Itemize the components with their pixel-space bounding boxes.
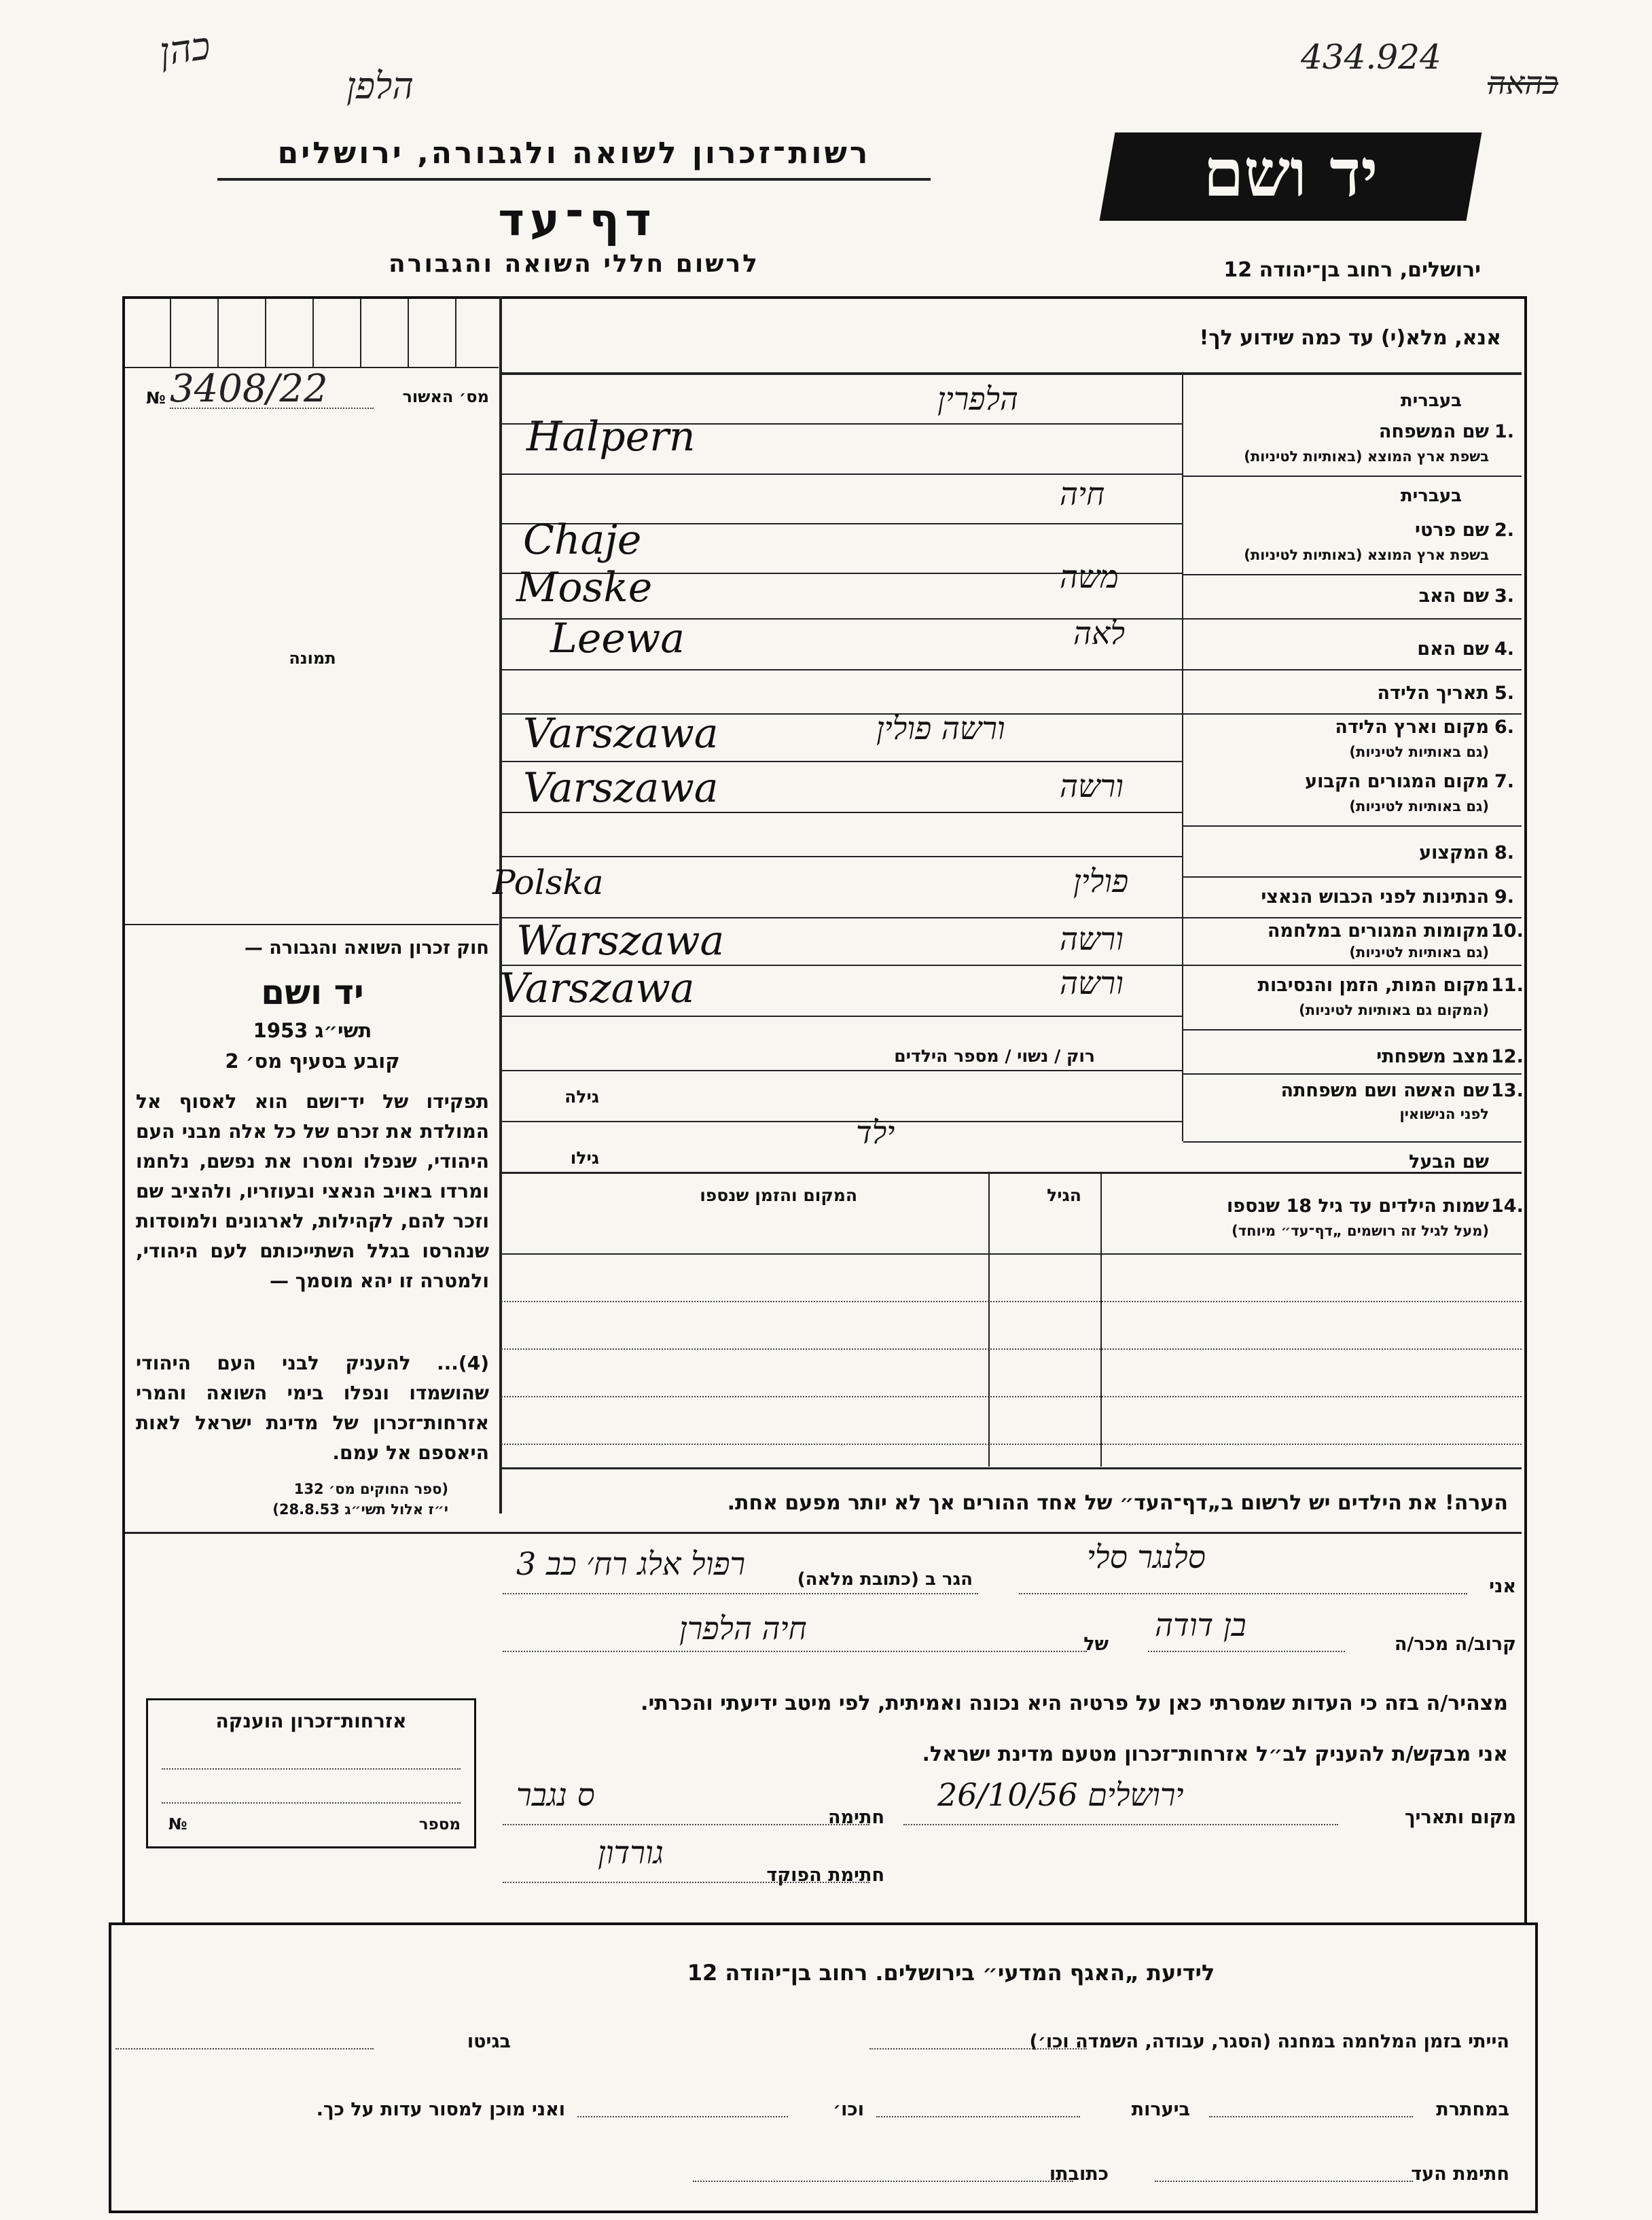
marital-options: רוק / נשוי / מספר הילדים bbox=[894, 1046, 1095, 1066]
field-11-sub: (המקום גם באותיות לטיניות) bbox=[1299, 1002, 1489, 1018]
wife-age-label: גילה bbox=[564, 1087, 599, 1107]
field-7-latin-answer: Varszawa bbox=[523, 764, 719, 812]
field-11-hebrew-answer: ורשה bbox=[1060, 965, 1124, 1001]
statement: מצהיר/ה בזה כי העדות שמסרתי כאן על פרטיה היא נכונה ואמיתית, לפי מיטב ידיעתי והכרתי. bbox=[641, 1691, 1508, 1715]
field-10-hebrew-answer: ורשה bbox=[1060, 920, 1124, 957]
form-title: דף־עד bbox=[498, 194, 657, 246]
field-2-sub: בשפת ארץ המוצא (באותיות לטיניות) bbox=[1244, 547, 1489, 563]
field-4-latin-answer: Leewa bbox=[550, 615, 685, 662]
law-clause: קובע בסעיף מס׳ 2 bbox=[225, 1050, 400, 1073]
law-title: חוק זכרון השואה והגבורה — bbox=[244, 937, 489, 959]
of-value: חיה הלפרן bbox=[679, 1610, 807, 1647]
footer-line3-b: כתובתו bbox=[1049, 2164, 1109, 2185]
i-value: סלנגר סלי bbox=[1087, 1539, 1206, 1575]
relative-label: קרוב/ה מכר/ה bbox=[1394, 1634, 1516, 1655]
footer-line3-a: חתימת העד bbox=[1411, 2164, 1509, 2185]
footer-line1-end: בגיטו bbox=[467, 2031, 511, 2052]
field-6-label: מקום וארץ הלידה bbox=[1335, 717, 1489, 738]
field-6-num: 6. bbox=[1494, 717, 1515, 738]
place-date-label: מקום ותאריך bbox=[1404, 1807, 1516, 1828]
field-12-num: 12. bbox=[1491, 1046, 1524, 1067]
law-name: יד ושם bbox=[261, 973, 364, 1012]
footer-line2-b: ביערות bbox=[1131, 2099, 1190, 2120]
law-text: תפקידו של יד־ושם הוא לאסוף אל המולדת את זכרם של כל אלה מבני העם היהודי, שנפלו ומסרו את נפשם, נלחמו ומרדו באויב הנאצי ובעוזריו, ולהציב שם וזכר להם, לקהילות, לארגונים ולמוסדות שנהרסו בגלל השתייכותם לעם היהודי, ולמטרה זו יהא מוסמך — bbox=[136, 1090, 489, 1292]
field-6-hebrew-answer: ורשה פולין bbox=[876, 710, 1005, 747]
signature-label: חתימה bbox=[827, 1807, 884, 1828]
field-1-latin-answer: Halpern bbox=[526, 413, 696, 461]
field-4-hebrew-answer: לאה bbox=[1073, 615, 1126, 651]
footer-line2-a: במחתרת bbox=[1436, 2099, 1509, 2120]
field-3-hebrew-answer: משה bbox=[1060, 558, 1119, 595]
field-7-label: מקום המגורים הקבוע bbox=[1305, 771, 1489, 792]
field-3-num: 3. bbox=[1494, 586, 1515, 607]
field-1-hebrew-answer: הלפרין bbox=[937, 380, 1018, 417]
field-3-latin-answer: Moske bbox=[516, 564, 653, 611]
field-2-latin-answer: Chaje bbox=[523, 516, 642, 564]
field-11-num: 11. bbox=[1491, 975, 1524, 996]
field-4-num: 4. bbox=[1494, 639, 1515, 660]
field-8-num: 8. bbox=[1494, 842, 1515, 863]
husband-answer: ילד bbox=[856, 1114, 895, 1151]
of-label: של bbox=[1083, 1634, 1109, 1655]
address-value: רפול אלג רח׳ כב 3 bbox=[516, 1545, 746, 1582]
confirmation-sign: № bbox=[146, 389, 166, 408]
husband-age-label: גילו bbox=[570, 1148, 599, 1168]
law-ref-1: (ספר החוקים מס׳ 132 bbox=[293, 1481, 448, 1497]
field-13-sub: לפני הנישואין bbox=[1399, 1106, 1489, 1122]
hebrew-tag-2: בעברית bbox=[1400, 486, 1462, 506]
field-7-hebrew-answer: ורשה bbox=[1060, 768, 1124, 804]
field-2-label: שם פרטי bbox=[1415, 520, 1489, 541]
officer-label: חתימת הפוקד bbox=[766, 1865, 884, 1886]
i-label: אני bbox=[1489, 1576, 1516, 1597]
address: ירושלים, רחוב בן־יהודה 12 bbox=[1223, 258, 1481, 282]
field-6-latin-answer: Varszawa bbox=[523, 710, 719, 757]
field-5-label: תאריך הלידה bbox=[1377, 683, 1489, 704]
children-place-col: המקום והזמן שנספו bbox=[700, 1185, 857, 1205]
hebrew-tag-1: בעברית bbox=[1400, 391, 1462, 411]
footer-title: לידיעת „האגף המדעי״ בירושלים. רחוב בן־יהודה 12 bbox=[687, 1960, 1215, 1986]
record-number: 434.924 bbox=[1301, 37, 1441, 77]
citizenship-box bbox=[146, 1698, 476, 1848]
field-10-num: 10. bbox=[1491, 920, 1524, 942]
field-12-label: מצב משפחתי bbox=[1376, 1046, 1489, 1067]
footer-line1-start: הייתי בזמן המלחמה במחנה (הסגר, עבודה, השמדה וכו׳) bbox=[1029, 2031, 1509, 2052]
officer-value: גורדון bbox=[598, 1834, 664, 1871]
field-10-label: מקומות המגורים במלחמה bbox=[1267, 920, 1489, 942]
citizenship-number-label: מספר bbox=[418, 1816, 461, 1833]
request: אני מבקש/ת להעניק לב״ל אזרחות־זכרון מטעם מדינת ישראל. bbox=[922, 1742, 1508, 1766]
field-9-num: 9. bbox=[1494, 887, 1515, 908]
field-8-label: המקצוע bbox=[1419, 842, 1489, 863]
field-10-sub: (גם באותיות לטיניות) bbox=[1349, 944, 1489, 961]
children-num: 14. bbox=[1491, 1196, 1524, 1217]
law-text-2: (4)... להעניק לבני העם היהודי שהושמדו ונפלו בימי השואה והמרי אזרחות־זכרון של מדינת ישראל לאות היאספם אל עמם. bbox=[136, 1352, 489, 1464]
confirmation-value: 3408/22 bbox=[170, 367, 328, 411]
citizenship-title: אזרחות־זכרון הוענקה bbox=[215, 1710, 407, 1732]
field-11-label: מקום המות, הזמן והנסיבות bbox=[1257, 975, 1489, 996]
relative-value: בן דודה bbox=[1155, 1607, 1246, 1643]
children-age-col: הגיל bbox=[1047, 1185, 1081, 1205]
resides-label: הגר ב (כתובת מלאה) bbox=[797, 1569, 973, 1590]
form-intro: אנא, מלא(י) עד כמה שידוע לך! bbox=[1199, 326, 1501, 350]
scribble-top-left: כהן bbox=[156, 24, 213, 75]
children-label: שמות הילדים עד גיל 18 שנספו bbox=[1226, 1196, 1489, 1217]
field-4-label: שם האם bbox=[1417, 639, 1489, 660]
authority-title: רשות־זכרון לשואה ולגבורה, ירושלים bbox=[277, 136, 871, 171]
footer-line2-c: וכו׳ bbox=[833, 2099, 864, 2120]
husband-label: שם הבעל bbox=[1408, 1151, 1489, 1172]
field-9-latin-answer: Polska bbox=[492, 863, 604, 902]
field-6-sub: (גם באותיות לטיניות) bbox=[1349, 744, 1489, 760]
scribble-top-left-2: הלפן bbox=[346, 65, 414, 107]
photo-label: תמונה bbox=[289, 649, 336, 668]
field-1-num: 1. bbox=[1494, 421, 1515, 442]
logo-text: יד ושם bbox=[1203, 135, 1378, 211]
place-date-value: ירושלים 26/10/56 bbox=[937, 1776, 1184, 1813]
field-11-latin-answer: Varszawa bbox=[499, 965, 695, 1012]
confirmation-label: מס׳ האשור bbox=[402, 387, 489, 406]
field-10-latin-answer: Warszawa bbox=[516, 917, 725, 965]
field-13-num: 13. bbox=[1491, 1080, 1524, 1101]
field-7-num: 7. bbox=[1494, 771, 1515, 792]
field-9-label: הנתינות לפני הכבוש הנאצי bbox=[1261, 887, 1489, 908]
note: הערה! את הילדים יש לרשום ב„דף־העד״ של אחד ההורים אך לא יותר מפעם אחת. bbox=[727, 1491, 1508, 1515]
field-1-sub: בשפת ארץ המוצא (באותיות לטיניות) bbox=[1244, 448, 1489, 465]
children-sub: (מעל לגיל זה רושמים „דף־עד״ מיוחד) bbox=[1232, 1223, 1489, 1239]
field-1-label: שם המשפחה bbox=[1378, 421, 1489, 442]
field-5-num: 5. bbox=[1494, 683, 1515, 704]
field-13-label: שם האשה ושם משפחתה bbox=[1280, 1080, 1489, 1101]
field-9-hebrew-answer: פולין bbox=[1073, 863, 1129, 899]
footer-line2-end: ואני מוכן למסור עדות על כך. bbox=[316, 2099, 565, 2120]
field-7-sub: (גם באותיות לטיניות) bbox=[1349, 798, 1489, 814]
law-ref-2: י״ז אלול תשי״ג 28.8.53) bbox=[272, 1501, 448, 1518]
form-subtitle: לרשום חללי השואה והגבורה bbox=[389, 250, 759, 278]
signature-value: ס נגבר bbox=[516, 1776, 595, 1813]
scribble-top-right: כהאה bbox=[1488, 65, 1558, 101]
field-2-hebrew-answer: חיה bbox=[1060, 476, 1105, 512]
field-3-label: שם האב bbox=[1418, 586, 1489, 607]
law-year: תשי״ג 1953 bbox=[253, 1019, 372, 1042]
citizenship-number-sign: № bbox=[168, 1816, 187, 1833]
field-2-num: 2. bbox=[1494, 520, 1515, 541]
